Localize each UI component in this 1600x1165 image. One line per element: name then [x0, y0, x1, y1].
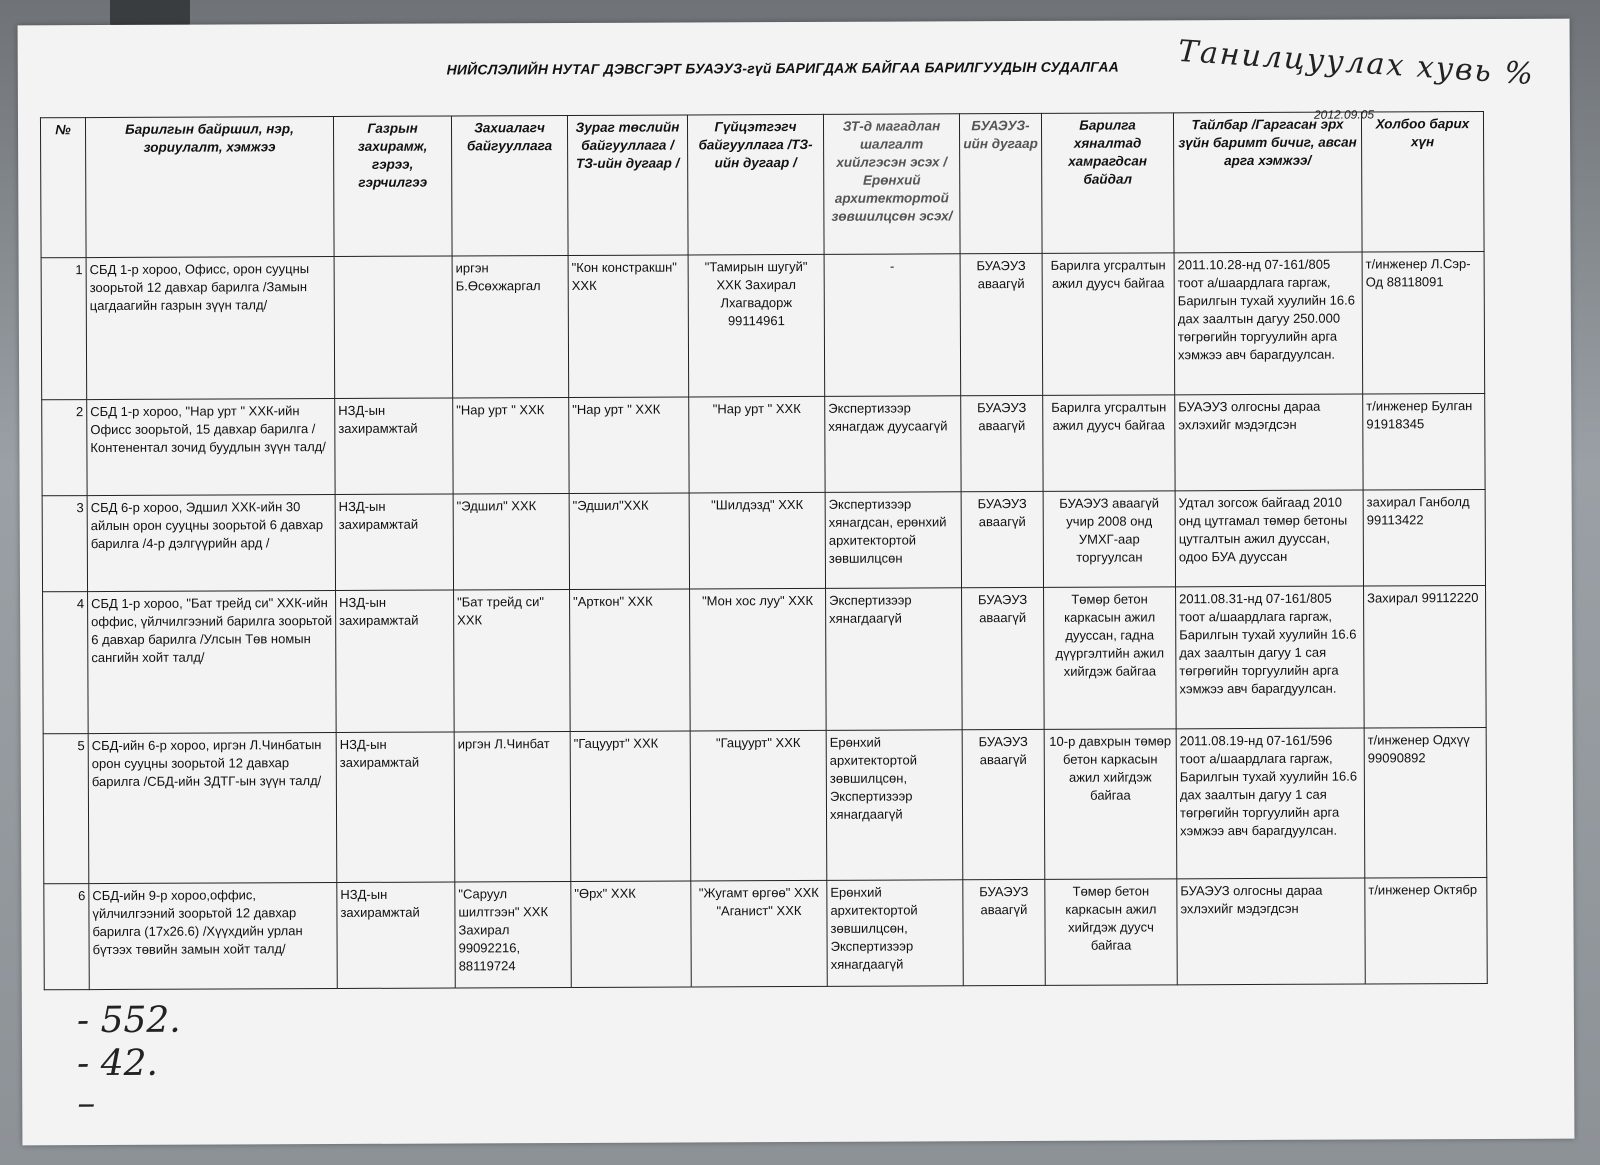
cell-client: иргэн Л.Чинбат	[454, 731, 571, 882]
col-header: Барилгын байршил, нэр, зориулалт, хэмжээ	[85, 117, 334, 258]
cell-contact: захирал Ганболд 99113422	[1363, 489, 1485, 586]
cell-contact: Захирал 99112220	[1364, 585, 1487, 728]
col-header: Барилга хяналтад хамрагдсан байдал	[1041, 113, 1174, 254]
cell-design-org: "Өрх" ХХК	[571, 881, 691, 988]
cell-contact: т/инженер Октябр	[1365, 877, 1487, 984]
cell-design-org: "Гацуурт" ХХК	[570, 731, 691, 882]
cell-client: "Бат трейд си" ХХК	[454, 589, 571, 732]
col-header: Холбоо барих хүн	[1361, 111, 1484, 252]
cell-supervision: Барилга угсралтын ажил дууcч байгаа	[1042, 253, 1175, 396]
cell-client: "Нар урт " ХХК	[453, 397, 569, 494]
cell-remarks: БУАЭУЗ олгосны дараа эхлэхийг мэдэгдсэн	[1175, 394, 1363, 491]
cell-permit-number: БУАЭУЗ аваагүй	[960, 253, 1043, 395]
cell-location: СБД-ийн 6-р хороо, иргэн Л.Чинбатын орон сууцны зоорьтой 12 давхар барилга /СБД-ийн ЗДТГ-ын зүүн талд/	[88, 733, 337, 884]
cell-contractor: "Тамирын шугуй" ХХК Захирал Лхагвадорж 99114961	[688, 254, 825, 397]
cell-location: СБД 1-р хороо, "Нар урт " ХХК-ийн Офисс зоорьтой, 15 давхар барилга /Контенентал зочид буудлын зүүн талд/	[87, 399, 335, 496]
cell-contact: т/инженер Одхүү 99090892	[1364, 727, 1487, 878]
header-row	[40, 111, 1484, 257]
cell-land-permit: НЗД-ын захирамжтай	[335, 398, 453, 495]
cell-expertise: Ерөнхий архитектортой зөвшилцсөн, Экспертизээр хянагдаагүй	[826, 730, 963, 881]
cell-remarks: 2011.08.31-нд 07-161/805 тоот а/шаардлага гаргаж, Барилгын тухай хуулийн 16.6 дах заалтын дагуу 1 сая төгрөгийн торгуулийн арга хэмжээ авч барагдуулсан.	[1176, 586, 1365, 729]
cell-number: 1	[41, 258, 87, 400]
col-header: Газрын захирамж, гэрээ, гэрчилгээ	[333, 116, 452, 257]
paper-sheet	[18, 19, 1575, 1146]
cell-remarks: БУАЭУЗ олгосны дараа эхлэхийг мэдэгдсэн	[1177, 878, 1365, 985]
cell-contractor: "Жугамт өргөө" ХХК "Аганист" ХХК	[691, 880, 827, 987]
cell-supervision: БУАЭУЗ аваагүй учир 2008 онд УМХГ-аар торгуулсан	[1043, 491, 1175, 588]
handwritten-note-bottom-2: - 42.	[77, 1042, 159, 1085]
cell-permit-number: БУАЭУЗ аваагүй	[963, 879, 1045, 985]
cell-location: СБД 1-р хороо, "Бат трейд си" ХХК-ийн оффис, үйлчилгээний барилга зоорьтой 6 давхар барилга /Улсын Төв номын сангийн хойт талд/	[88, 591, 337, 734]
col-header: Зураг төслийн байгууллага /ТЗ-ийн дугаар /	[567, 115, 688, 256]
col-header: БУАЭУЗ-ийн дугаар	[959, 113, 1042, 253]
document-title: НИЙСЛЭЛИЙН НУТАГ ДЭВСГЭРТ БУАЭУЗ-гүй БАРИГДАЖ БАЙГАА БАРИЛГУУДЫН СУДАЛГАА	[446, 58, 1119, 78]
cell-permit-number: БУАЭУЗ аваагүй	[962, 729, 1045, 879]
cell-remarks: 2011.10.28-нд 07-161/805 тоот а/шаардлага гаргаж, Барилгын тухай хуулийн 16.6 дах заалтын дагуу 250.000 төгрөгийн торгуулийн арга хэмжээ авч барагдуулсан.	[1174, 252, 1363, 395]
cell-number: 5	[43, 734, 89, 884]
cell-location: СБД 1-р хороо, Офисс, орон сууцны зоорьтой 12 давхар барилга /Замын цагдаагийн газрын зүүн талд/	[86, 257, 335, 400]
cell-expertise: Экспертизээр хянагдсан, ерөнхий архитектортой зөвшилцсөн	[825, 492, 961, 589]
table-row	[41, 251, 1485, 399]
cell-design-org: "Арткон" ХХК	[570, 589, 691, 732]
cell-expertise: Экспертизээр хянагдаагүй	[826, 588, 963, 731]
table-row	[43, 727, 1487, 883]
cell-supervision: 10-р давхрын төмөр бетон каркасын ажил хийгдэж байгаа	[1044, 729, 1177, 880]
cell-contact: т/инженер Булган 91918345	[1363, 393, 1485, 490]
col-header: Гүйцэтгэгч байгууллага /ТЗ-ийн дугаар /	[687, 114, 824, 255]
cell-supervision: Барилга угсралтын ажил дууcч байгаа	[1043, 395, 1175, 492]
cell-contractor: "Нар урт " ХХК	[689, 396, 825, 493]
cell-contact: т/инженер Л.Сэр-Од 88118091	[1362, 251, 1485, 394]
cell-design-org: "Кон констракшн" ХХК	[568, 255, 689, 398]
handwritten-note-bottom-3: –	[77, 1083, 96, 1125]
cell-remarks: Удтал зогсож байгаад 2010 онд цутгамал төмөр бетоны цутгалтын ажил дууссан, одоо БУА дууссан	[1175, 490, 1363, 587]
cell-expertise: -	[824, 254, 961, 397]
cell-land-permit: НЗД-ын захирамжтай	[337, 882, 455, 989]
col-header: №	[40, 118, 86, 258]
cell-supervision: Төмөр бетон каркасын ажил хийгдэж дууcч байгаа	[1045, 879, 1177, 986]
cell-design-org: "Эдшил"ХХК	[569, 493, 689, 590]
handwritten-note-bottom-1: - 552.	[76, 999, 181, 1042]
cell-number: 3	[42, 496, 87, 592]
cell-expertise: Ерөнхий архитектортой зөвшилцсөн, Экспертизээр хянагдаагүй	[827, 880, 963, 987]
cell-remarks: 2011.08.19-нд 07-161/596 тоот а/шаардлага гаргаж, Барилгын тухай хуулийн 16.6 дах заалтын дагуу 1 сая төгрөгийн торгуулийн арга хэмжээ авч барагдуулсан.	[1176, 728, 1365, 879]
cell-permit-number: БУАЭУЗ аваагүй	[962, 587, 1045, 729]
cell-contractor: "Шилдэзд" ХХК	[689, 492, 825, 589]
survey-table	[40, 111, 1488, 990]
cell-land-permit	[334, 256, 453, 399]
cell-permit-number: БУАЭУЗ аваагүй	[961, 491, 1043, 587]
cell-expertise: Экспертизээр хянагдаж дуусаагүй	[825, 396, 961, 493]
col-header: Захиалагч байгууллага	[451, 115, 568, 256]
cell-supervision: Төмөр бетон каркасын ажил дууссан, гадна дүүргэлтийн ажил хийгдэж байгаа	[1044, 587, 1177, 730]
col-header: Тайлбар /Гаргасан эрх зүйн баримт бичиг, авсан арга хэмжээ/	[1173, 112, 1362, 253]
cell-location: СБД 6-р хороо, Эдшил ХХК-ийн 30 айлын орон сууцны зоорьтой 6 давхар барилга /4-р дэлгүүрийн ард /	[87, 495, 335, 592]
cell-number: 2	[42, 400, 87, 496]
cell-design-org: "Нар урт " ХХК	[569, 397, 689, 494]
cell-location: СБД-ийн 9-р хороо,оффис, үйлчилгээний зоорьтой 12 давхар барилга (17х26.6) /Хүүхдийн урлан бүтээх төвийн замын хойт талд/	[89, 883, 337, 990]
cell-number: 4	[43, 592, 89, 734]
cell-land-permit: НЗД-ын захирамжтай	[336, 590, 455, 733]
col-header: ЗТ-д магадлан шалгалт хийлгэсэн эсэх /Ерөнхий архитектортой зөвшилцсөн эсэх/	[823, 114, 960, 255]
table-row	[42, 393, 1485, 495]
cell-client: "Эдшил" ХХК	[453, 493, 569, 590]
cell-contractor: "Гацуурт" ХХК	[690, 730, 827, 881]
cell-permit-number: БУАЭУЗ аваагүй	[961, 395, 1043, 491]
cell-number: 6	[44, 884, 89, 990]
handwritten-note-top: Танилцуулах хувь %	[1176, 33, 1536, 93]
cell-land-permit: НЗД-ын захирамжтай	[335, 494, 453, 591]
document-date: 2012.09.05	[1313, 107, 1375, 122]
cell-land-permit: НЗД-ын захирамжтай	[336, 732, 455, 883]
cell-client: иргэн Б.Өсөхжаргал	[452, 255, 569, 398]
table-row	[44, 877, 1487, 989]
table-row	[42, 489, 1485, 591]
cell-client: "Саруул шилтгээн" ХХК Захирал 99092216, 88119724	[455, 881, 571, 988]
cell-contractor: "Мон хос луу" ХХК	[690, 588, 827, 731]
table-row	[43, 585, 1487, 733]
